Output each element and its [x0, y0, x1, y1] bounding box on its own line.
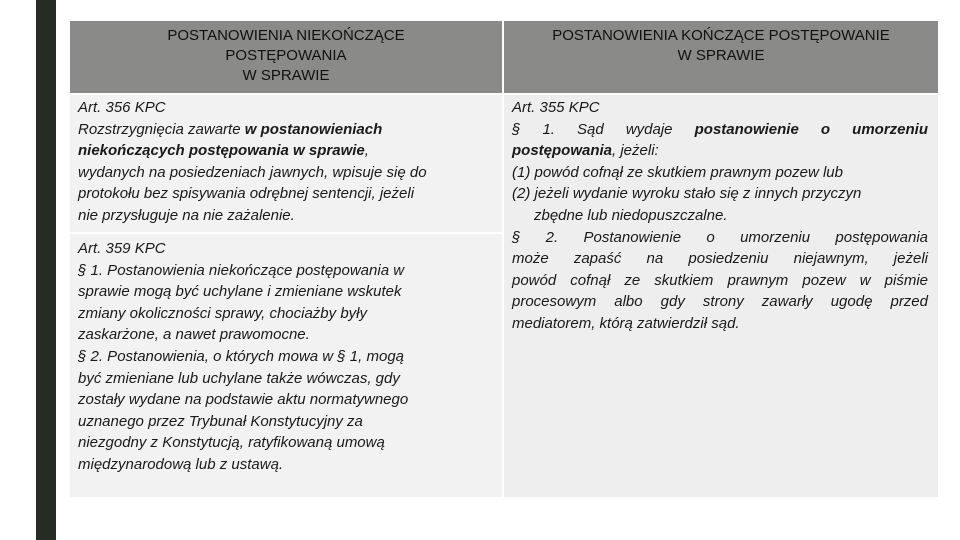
text-line: § 2. Postanowienie o umorzeniu postępowania [512, 228, 928, 246]
text-line [512, 140, 928, 162]
art-355-cell [504, 95, 938, 497]
text-line: może zapaść na posiedzeniu niejawnym, jeżeli [512, 250, 928, 268]
comparison-table [70, 21, 938, 497]
bold-span: niekończących postępowania w sprawie [78, 142, 365, 160]
list-item: (2) jeżeli wydanie wyroku stało się z innych przyczyn [512, 185, 862, 203]
text-line: mediatorem, którą zatwierdził sąd. [512, 314, 740, 332]
article-title: Art. 356 KPC [78, 99, 166, 116]
bold-span: w postanowieniach [244, 120, 383, 138]
text-line: zmiany okoliczności sprawy, chociażby były [78, 304, 367, 322]
text-line [512, 119, 928, 141]
text-span: § 1. Sąd wydaje [512, 120, 695, 138]
bold-span: postępowania [512, 142, 613, 160]
text-line: protokołu bez spisywania odrębnej sentencji, jeżeli [78, 185, 415, 203]
article-title: Art. 359 KPC [78, 240, 166, 257]
accent-bar [36, 0, 56, 540]
header-line: POSTĘPOWANIA [225, 47, 347, 64]
text-line: uznanego przez Trybunał Konstytucyjny za [78, 412, 363, 430]
header-line: POSTANOWIENIA KOŃCZĄCE POSTĘPOWANIE [552, 27, 890, 44]
header-final [504, 21, 938, 93]
list-item: (1) powód cofnął ze skutkiem prawnym pozew lub [512, 163, 843, 181]
header-line: POSTANOWIENIA NIEKOŃCZĄCE [167, 27, 405, 44]
text-line: nie przysługuje na nie zażalenie. [78, 206, 295, 224]
text-line [78, 140, 494, 162]
text-span: , [364, 142, 369, 160]
text-line: niezgodny z Konstytucją, ratyfikowaną umową [78, 434, 385, 452]
text-span: , jeżeli: [612, 142, 659, 160]
art-356-cell [70, 95, 502, 232]
text-line: § 2. Postanowienia, o których mowa w § 1, mogą [78, 347, 405, 365]
text-line: procesowym albo gdy strony zawarły ugodę przed [512, 293, 928, 311]
text-line: wydanych na posiedzeniach jawnych, wpisuje się do [78, 163, 427, 181]
text-line [78, 119, 494, 141]
header-non-final [70, 21, 502, 93]
header-line: W SPRAWIE [242, 67, 330, 84]
article-title: Art. 355 KPC [512, 99, 600, 116]
text-line: być zmieniane lub uchylane także wówczas, gdy [78, 369, 400, 387]
text-line: zostały wydane na podstawie aktu normatywnego [78, 391, 409, 409]
art-359-cell [70, 234, 502, 497]
text-line: zaskarżone, a nawet prawomocne. [78, 326, 310, 344]
header-line: W SPRAWIE [677, 47, 765, 64]
bold-span: postanowienie o umorzeniu [694, 120, 928, 138]
text-line: sprawie mogą być uchylane i zmieniane wskutek [78, 283, 402, 301]
list-item-continuation: zbędne lub niedopuszczalne. [534, 206, 728, 224]
text-line: powód cofnął ze skutkiem prawnym pozew w piśmie [512, 271, 928, 289]
text-line: § 1. Postanowienia niekończące postępowania w [78, 261, 405, 279]
text-line: międzynarodową lub z ustawą. [78, 455, 284, 473]
text-span: Rozstrzygnięcia zawarte [78, 120, 245, 138]
